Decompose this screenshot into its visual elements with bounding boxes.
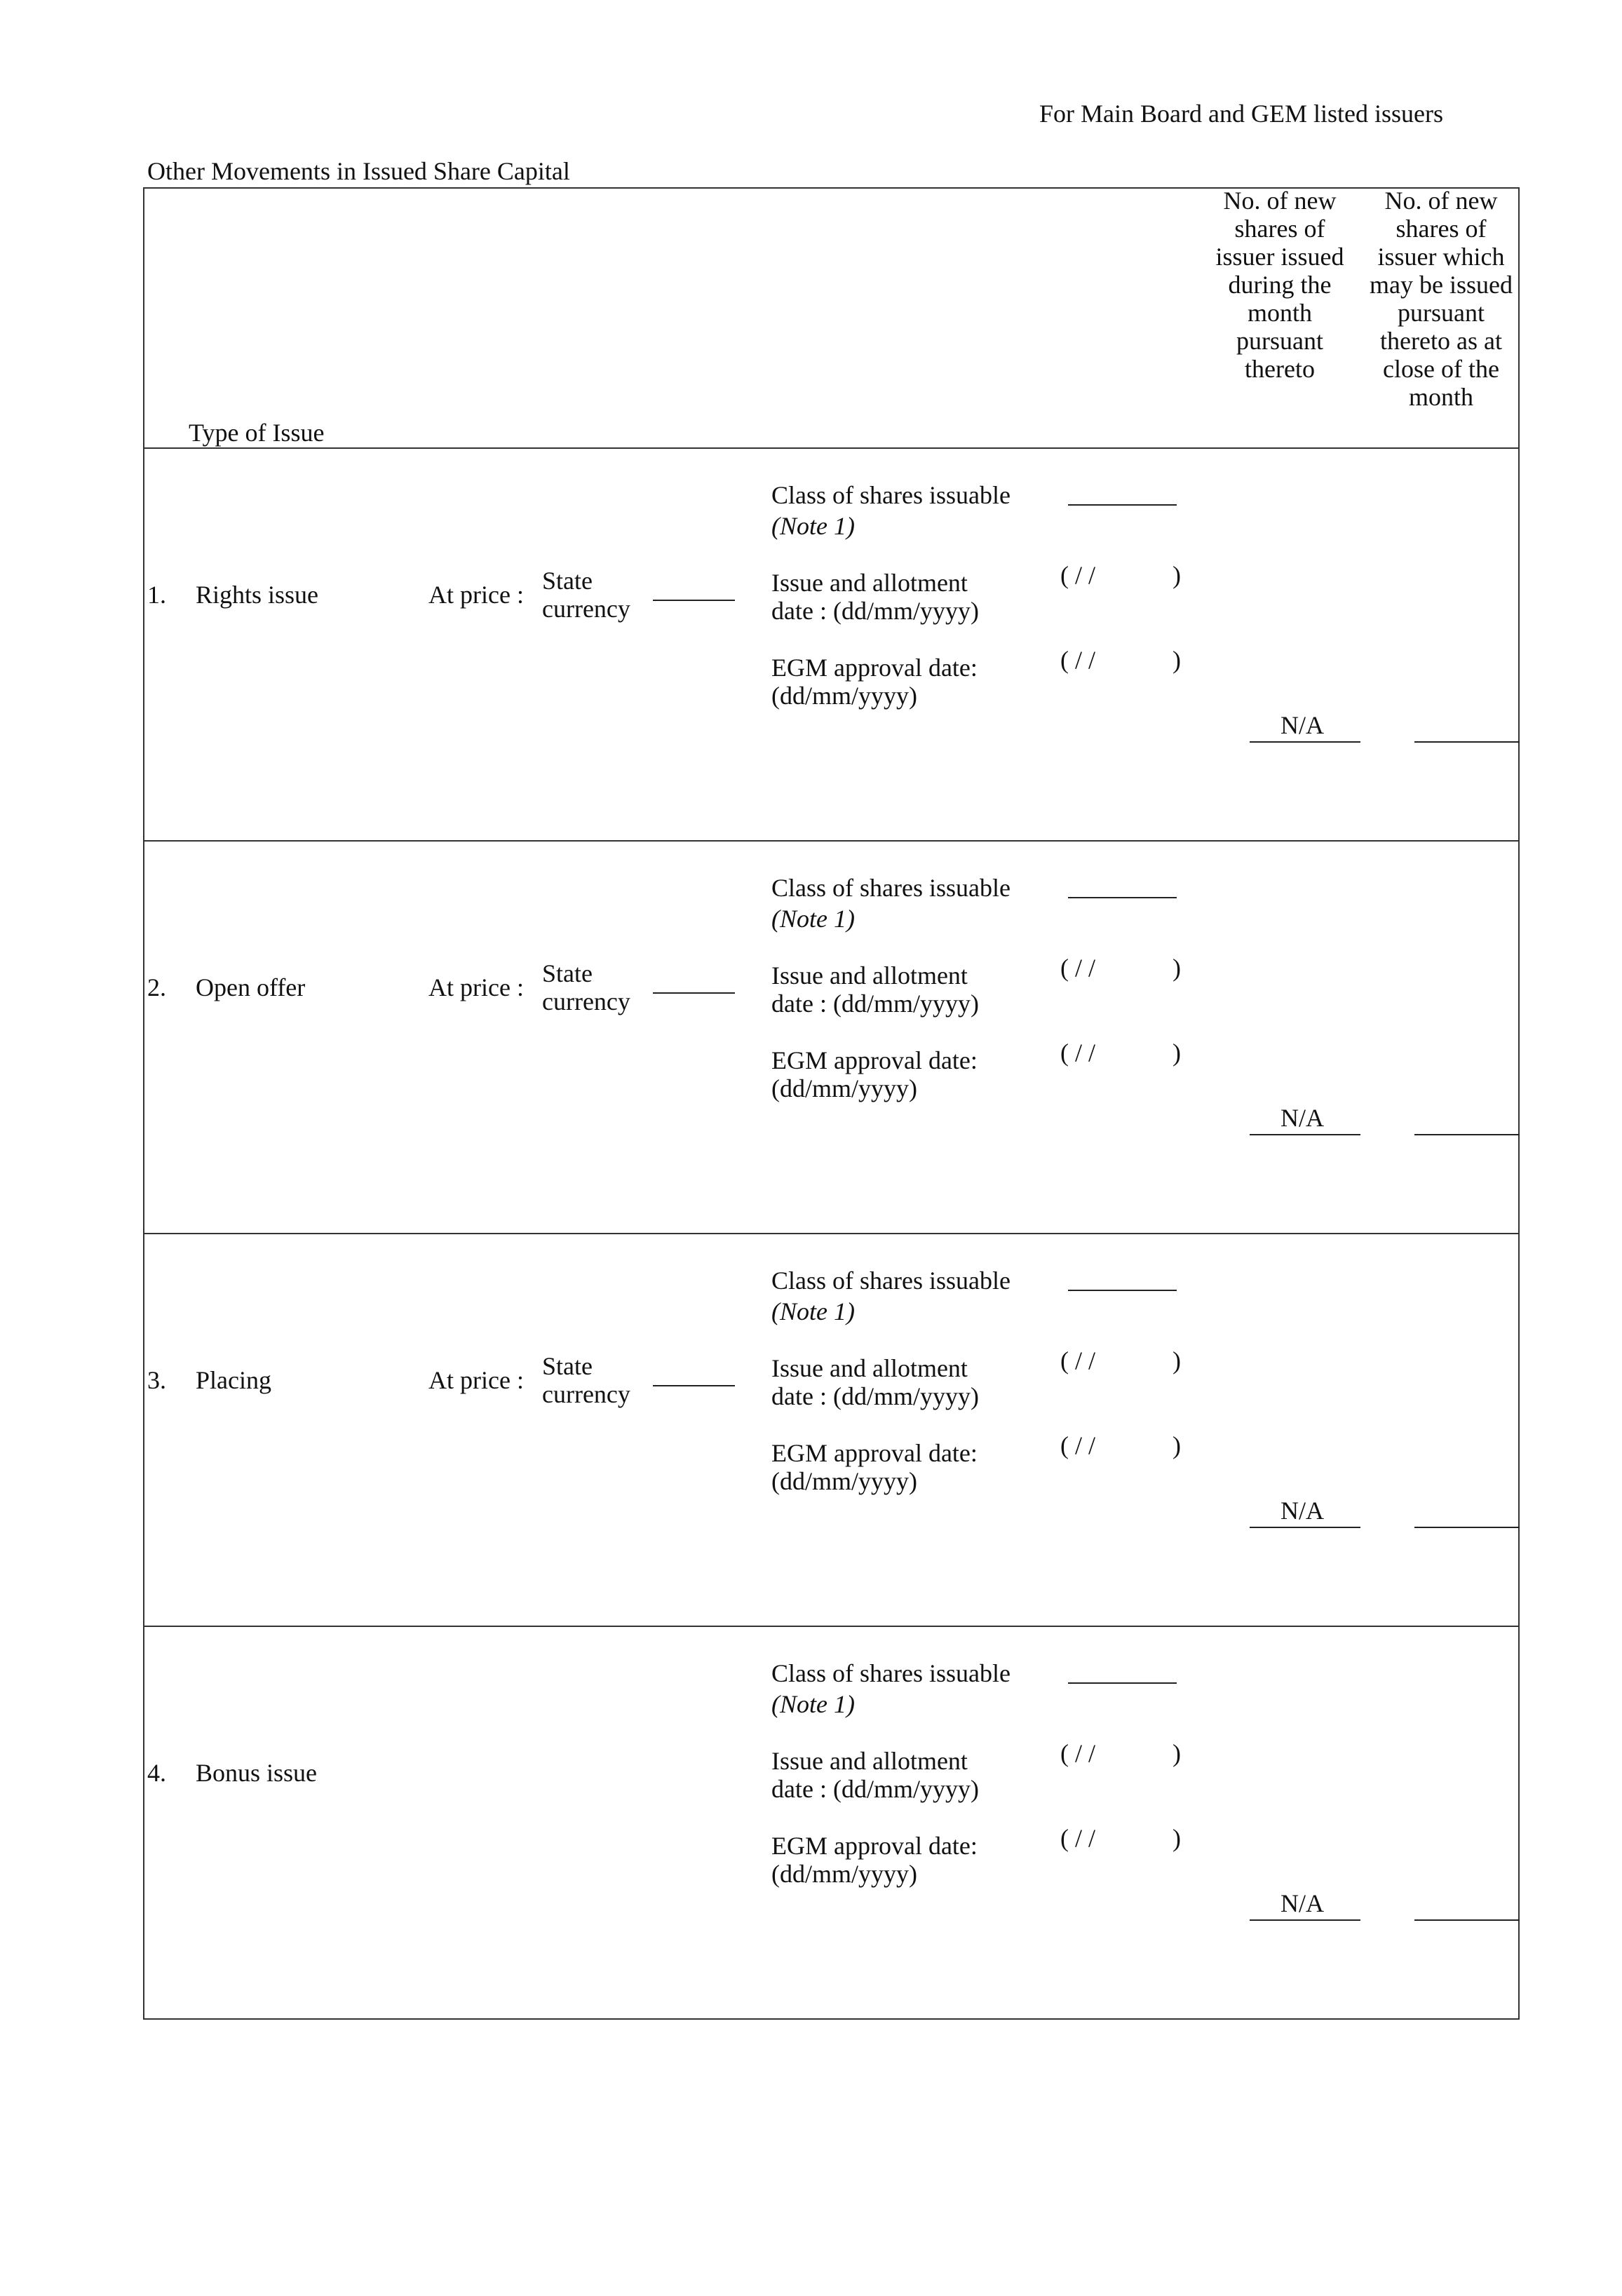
egm-date-field: ( / / — [1060, 1039, 1095, 1067]
issue-type: Placing — [196, 1366, 271, 1394]
egm-date-format: (dd/mm/yyyy) — [771, 1467, 917, 1495]
column-header-may-issue: No. of new shares of issuer which may be issued pursuant thereto as at close of the month — [1370, 187, 1513, 411]
egm-date-label: EGM approval date: — [771, 1439, 978, 1467]
note-ref: (Note 1) — [771, 512, 855, 540]
issue-date-format: date : (dd/mm/yyyy) — [771, 990, 979, 1018]
egm-date-field: ( / / — [1060, 1431, 1095, 1459]
may-issue-field[interactable] — [1414, 741, 1520, 743]
state-label: State — [542, 959, 593, 987]
class-of-shares-label: Class of shares issuable — [771, 874, 1011, 902]
class-of-shares-field[interactable] — [1068, 1290, 1177, 1291]
egm-date-field: ( / / — [1060, 1824, 1095, 1852]
egm-date-close: ) — [1172, 1039, 1181, 1067]
price-field[interactable] — [653, 992, 735, 994]
issued-field[interactable] — [1250, 741, 1360, 743]
column-header-type: Type of Issue — [189, 419, 325, 447]
egm-date-label: EGM approval date: — [771, 654, 978, 682]
state-label: State — [542, 1352, 593, 1380]
may-issue-field[interactable] — [1414, 1919, 1520, 1921]
issue-type: Rights issue — [196, 581, 319, 609]
egm-date-format: (dd/mm/yyyy) — [771, 1860, 917, 1888]
issue-date-field: ( / / — [1060, 954, 1095, 982]
issue-date-format: date : (dd/mm/yyyy) — [771, 1775, 979, 1803]
issued-value: N/A — [1280, 1497, 1324, 1525]
issue-date-format: date : (dd/mm/yyyy) — [771, 1382, 979, 1410]
issue-date-field: ( / / — [1060, 1346, 1095, 1375]
issue-type: Bonus issue — [196, 1759, 318, 1787]
egm-date-label: EGM approval date: — [771, 1046, 978, 1074]
price-field[interactable] — [653, 600, 735, 601]
note-ref: (Note 1) — [771, 1297, 855, 1325]
egm-date-close: ) — [1172, 1431, 1181, 1459]
egm-date-close: ) — [1172, 1824, 1181, 1852]
egm-date-format: (dd/mm/yyyy) — [771, 1074, 917, 1102]
egm-date-close: ) — [1172, 646, 1181, 674]
row-divider — [143, 840, 1520, 842]
issue-date-close: ) — [1172, 1346, 1181, 1375]
currency-label: currency — [542, 595, 630, 623]
issued-value: N/A — [1280, 1104, 1324, 1132]
class-of-shares-label: Class of shares issuable — [771, 1267, 1011, 1295]
price-field[interactable] — [653, 1385, 735, 1386]
may-issue-field[interactable] — [1414, 1134, 1520, 1135]
class-of-shares-field[interactable] — [1068, 897, 1177, 898]
column-header-issued: No. of new shares of issuer issued during the month pursuant thereto — [1215, 187, 1344, 383]
row-divider — [143, 1626, 1520, 1627]
row-number: 3. — [147, 1366, 166, 1394]
state-label: State — [542, 567, 593, 595]
issued-field[interactable] — [1250, 1134, 1360, 1135]
currency-label: currency — [542, 987, 630, 1015]
row-divider — [143, 1233, 1520, 1234]
at-price-label: At price : — [428, 973, 524, 1001]
issued-value: N/A — [1280, 711, 1324, 739]
issue-date-label: Issue and allotment — [771, 961, 968, 990]
issue-date-field: ( / / — [1060, 1739, 1095, 1767]
issue-date-close: ) — [1172, 561, 1181, 589]
issue-date-label: Issue and allotment — [771, 1354, 968, 1382]
issue-date-format: date : (dd/mm/yyyy) — [771, 597, 979, 625]
row-number: 1. — [147, 581, 166, 609]
at-price-label: At price : — [428, 1366, 524, 1394]
egm-date-field: ( / / — [1060, 646, 1095, 674]
issue-type: Open offer — [196, 973, 306, 1001]
class-of-shares-label: Class of shares issuable — [771, 481, 1011, 509]
issue-date-label: Issue and allotment — [771, 1747, 968, 1775]
at-price-label: At price : — [428, 581, 524, 609]
row-number: 2. — [147, 973, 166, 1001]
egm-date-format: (dd/mm/yyyy) — [771, 682, 917, 710]
issued-value: N/A — [1280, 1889, 1324, 1917]
section-title: Other Movements in Issued Share Capital — [147, 157, 570, 185]
may-issue-field[interactable] — [1414, 1527, 1520, 1528]
header-divider — [143, 447, 1520, 449]
applicability-note: For Main Board and GEM listed issuers — [1039, 100, 1443, 128]
issue-date-label: Issue and allotment — [771, 569, 968, 597]
issued-field[interactable] — [1250, 1919, 1360, 1921]
note-ref: (Note 1) — [771, 905, 855, 933]
issue-date-close: ) — [1172, 1739, 1181, 1767]
row-number: 4. — [147, 1759, 166, 1787]
issue-date-field: ( / / — [1060, 561, 1095, 589]
class-of-shares-label: Class of shares issuable — [771, 1659, 1011, 1687]
currency-label: currency — [542, 1380, 630, 1408]
note-ref: (Note 1) — [771, 1690, 855, 1718]
issue-date-close: ) — [1172, 954, 1181, 982]
class-of-shares-field[interactable] — [1068, 504, 1177, 506]
issued-field[interactable] — [1250, 1527, 1360, 1528]
class-of-shares-field[interactable] — [1068, 1682, 1177, 1684]
egm-date-label: EGM approval date: — [771, 1832, 978, 1860]
